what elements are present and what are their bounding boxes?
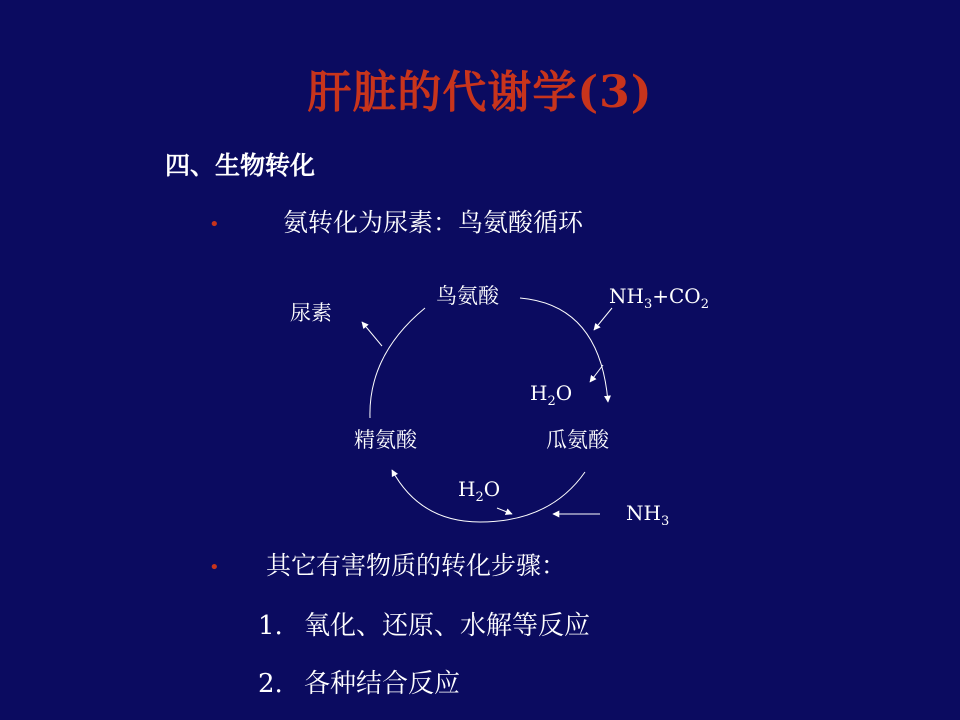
label-urea: 尿素 [290,301,332,325]
bullet-item-ornithine-cycle: 氨转化为尿素：鸟氨酸循环 [283,208,584,237]
label-ornithine: 鸟氨酸 [436,284,499,308]
bullet-dot-icon: • [209,214,220,235]
urea-branch-arrow [362,322,382,346]
label-h2o-right: $H_2O$ [530,381,573,409]
section-heading: 四、生物转化 [165,151,316,180]
h2o-bottom-arrow [497,508,512,514]
h2o-right-arrow [590,365,603,382]
label-arginine: 精氨酸 [354,428,417,452]
step-text: 各种结合反应 [304,669,461,699]
step-item [258,663,460,700]
nh3-co2-input-arrow [594,308,612,330]
step-text: 氧化、还原、水解等反应 [304,611,591,641]
label-nh3-co2: $NH_3+CO_2$ [609,284,709,312]
slide-title: 肝脏的代谢学(3) [307,67,653,118]
cycle-arc-left [370,308,425,418]
label-nh3: $NH_3$ [626,501,670,529]
bullet-item-other-harmful: 其它有害物质的转化步骤： [266,551,567,580]
label-citrulline: 瓜氨酸 [546,428,609,452]
step-item [258,605,590,642]
step-number: 2. [258,669,283,699]
bullet-dot-icon: • [209,557,220,578]
label-h2o-bottom: $H_2O$ [458,477,501,505]
step-number: 1. [258,611,283,641]
